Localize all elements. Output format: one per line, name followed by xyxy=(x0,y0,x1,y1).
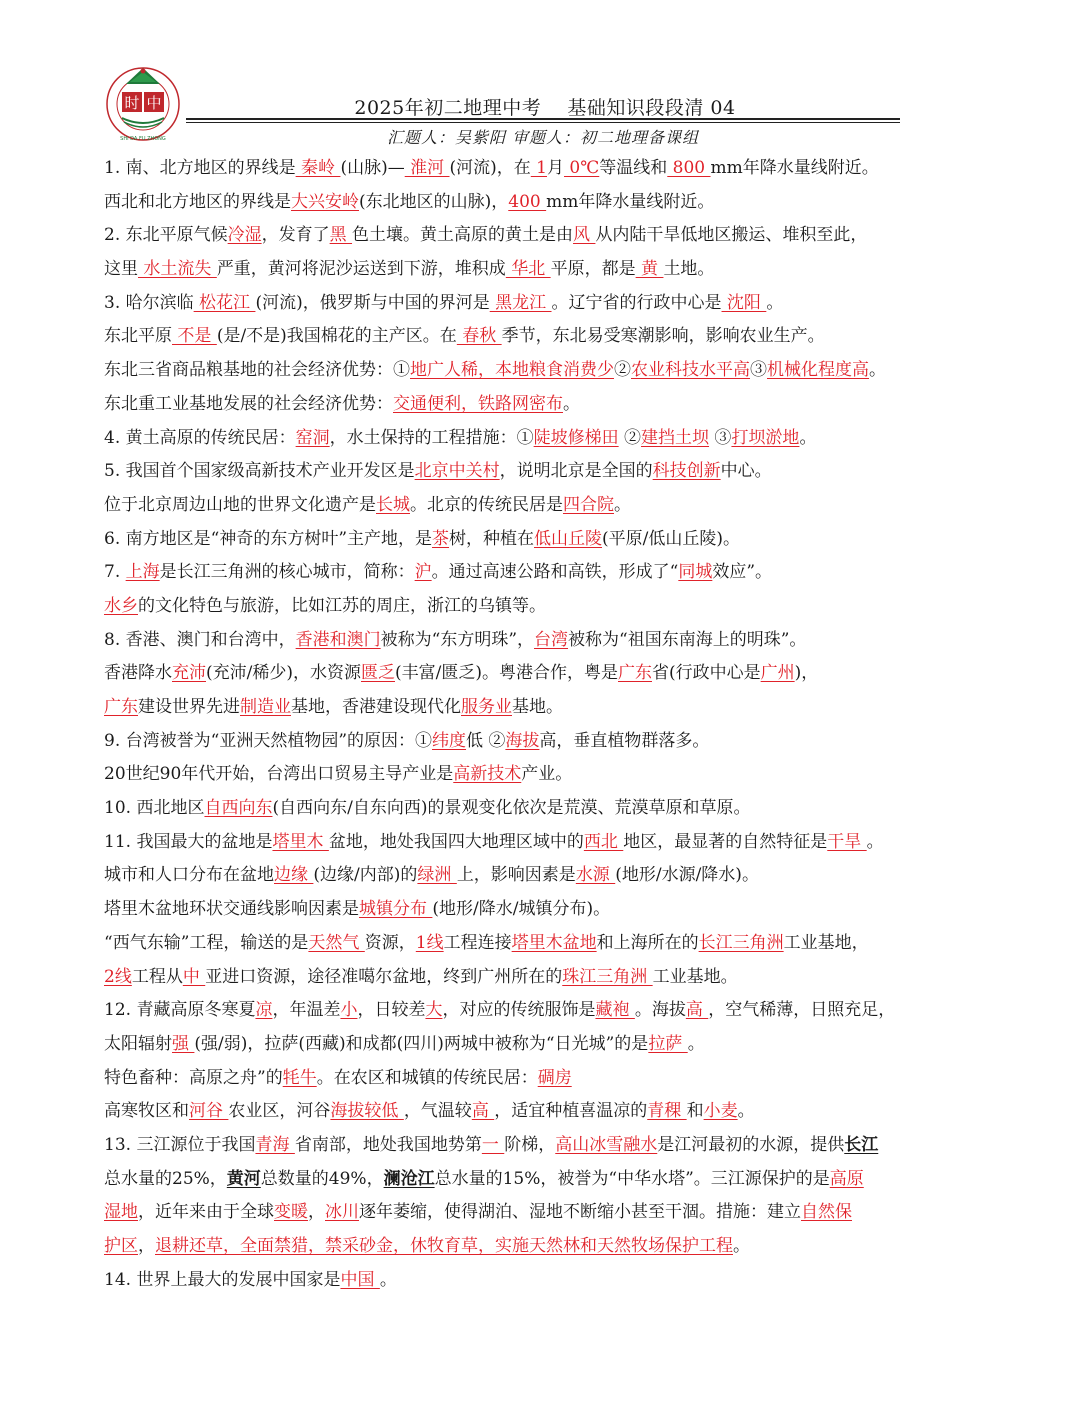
text-line xyxy=(104,219,984,253)
body-text: ，适宜种植喜温凉的 xyxy=(494,1101,648,1122)
text-line xyxy=(104,1028,984,1062)
body-text: 亚进口资源，途径准噶尔盆地，终到广州所在的 xyxy=(205,966,563,987)
body-text: 工业基地。 xyxy=(652,966,738,987)
answer-text: 强 xyxy=(172,1033,195,1054)
page-title: 2025年初二地理中考 基础知识段段清 04 xyxy=(354,97,736,119)
answer-text: 藏袍 xyxy=(595,1000,635,1021)
answer-text: 长江三角洲 xyxy=(698,932,784,953)
body-text: (是/不是)我国棉花的主产区。在 xyxy=(216,326,457,347)
body-text: 西北和北方地区的界线是 xyxy=(104,191,291,212)
body-text: 。通过高速公路和高铁，形成了“ xyxy=(431,562,679,583)
body-text: 严重，黄河将泥沙运送到下游，堆积成 xyxy=(216,259,506,280)
text-line xyxy=(104,657,984,691)
body-text: 2. 东北平原气候 xyxy=(104,225,228,246)
text-line xyxy=(104,859,984,893)
body-text: 是长江三角洲的核心城市，简称： xyxy=(159,562,415,583)
answer-text: 打坝淤地 xyxy=(731,427,800,448)
body-text: ② xyxy=(614,360,631,381)
body-text: 和上海所在的 xyxy=(596,932,699,953)
answer-text: 充沛 xyxy=(172,663,206,684)
text-line xyxy=(104,253,984,287)
answer-text: 青海 xyxy=(255,1134,295,1155)
body-text: 省(行政中心是 xyxy=(652,663,761,684)
body-text: mm年降水量线附近。 xyxy=(546,191,715,212)
answer-text: 珠江三角洲 xyxy=(562,966,653,987)
answer-text: 护区 xyxy=(104,1236,138,1256)
answer-text: 塔里木 xyxy=(272,831,329,852)
body-text: ， xyxy=(138,1236,155,1256)
body-text: 季节，东北易受寒潮影响，影响农业生产。 xyxy=(501,326,825,347)
answer-text: 拉萨 xyxy=(648,1033,688,1054)
answer-text: 水乡 xyxy=(104,595,138,616)
answer-text: 800 xyxy=(667,158,711,178)
body-text: ，水土保持的工程措施：① xyxy=(329,427,534,448)
body-text: (山脉)— xyxy=(340,158,405,178)
body-text: 工程从 xyxy=(131,966,183,987)
text-line xyxy=(104,1129,984,1163)
body-text: 盆地，地处我国四大地理区域中的 xyxy=(328,831,584,852)
body-text: 14. 世界上最大的发展中国家是 xyxy=(104,1269,341,1290)
answer-text: 凉 xyxy=(255,1000,273,1021)
text-line xyxy=(104,758,984,792)
answer-text: 1 xyxy=(530,158,548,178)
answer-text: 地广人稀，本地粮食消费少 xyxy=(410,360,614,381)
body-text: 和 xyxy=(686,1101,704,1122)
body-text: 色土壤。黄土高原的黄土是由 xyxy=(352,225,574,246)
answer-text: 黄 xyxy=(635,259,664,280)
body-text: 总数量的49%， xyxy=(260,1168,384,1189)
answer-text: 大兴安岭 xyxy=(291,191,359,212)
text-line xyxy=(104,1062,984,1096)
text-line xyxy=(104,826,984,860)
answer-text: 高山冰雪融水 xyxy=(555,1134,658,1155)
body-text: 10. 西北地区 xyxy=(104,798,205,819)
body-text: mm年降水量线附近。 xyxy=(710,158,879,178)
text-line xyxy=(104,152,984,186)
body-text: 这里 xyxy=(104,259,138,280)
text-line xyxy=(104,422,984,456)
answer-text: 400 xyxy=(508,191,547,212)
text-line xyxy=(104,556,984,590)
answer-text: 香港和澳门 xyxy=(295,629,381,650)
answer-text: 西北 xyxy=(583,831,624,852)
body-text: 被称为“东方明珠”， xyxy=(380,629,535,650)
body-text: 土地。 xyxy=(663,259,715,280)
answer-text: 黑龙江 xyxy=(489,292,552,313)
body-text: (丰富/匮乏)。粤港合作，粤是 xyxy=(395,663,618,684)
text-line xyxy=(104,994,984,1028)
header-rule-thin xyxy=(186,122,900,123)
body-text: 逐年萎缩，使得湖泊、湿地不断缩小甚至干涸。措施：建立 xyxy=(359,1202,801,1223)
answer-text: 风 xyxy=(573,225,596,246)
answer-text: 退耕还草，全面禁猎，禁采砂金，休牧育草，实施天然林和天然牧场保护工程 xyxy=(155,1236,733,1256)
text-line xyxy=(104,1196,984,1230)
body-text: 12. 青藏高原冬寒夏 xyxy=(104,1000,256,1021)
text-line xyxy=(104,388,984,422)
body-text: 1. 南、北方地区的界线是 xyxy=(104,158,296,178)
text-line xyxy=(104,287,984,321)
body-text: 。 xyxy=(737,1101,755,1122)
body-text: 。 xyxy=(869,360,886,381)
body-text: 阶梯， xyxy=(504,1134,556,1155)
body-text: (河流)，俄罗斯与中国的界河是 xyxy=(255,292,490,313)
body-text: 从内陆干旱低地区搬运、堆积至此， xyxy=(595,225,868,246)
text-line xyxy=(104,455,984,489)
body-text: 地区，最显著的自然特征是 xyxy=(623,831,828,852)
body-text: )， xyxy=(794,663,819,684)
body-text: 7. xyxy=(104,562,126,583)
body-text: 高寒牧区和 xyxy=(104,1101,189,1122)
body-text: (充沛/稀少)，水资源 xyxy=(206,663,361,684)
body-text: (平原/低山丘陵)。 xyxy=(602,528,741,549)
body-text: 资源， xyxy=(364,932,416,953)
body-text: 东北重工业基地发展的社会经济优势： xyxy=(104,393,393,414)
answer-text: 北京中关村 xyxy=(414,461,500,482)
text-line xyxy=(104,320,984,354)
answer-text: 春秋 xyxy=(456,326,502,347)
body-text: ，气温较 xyxy=(403,1101,472,1122)
body-text: ③ xyxy=(709,427,732,448)
body-text: “西气东输”工程，输送的是 xyxy=(104,932,309,953)
school-logo xyxy=(104,62,182,142)
body-text: 。辽宁省的行政中心是 xyxy=(551,292,722,313)
author-line: 汇题人：吴紫阳 审题人：初二地理备课组 xyxy=(386,128,700,147)
emphasis-text: 黄河 xyxy=(226,1168,261,1189)
answer-text: 广东 xyxy=(104,697,138,717)
answer-text: 纬度 xyxy=(432,730,467,751)
body-text: 月 xyxy=(547,158,565,178)
answer-text: 中国 xyxy=(340,1269,380,1290)
text-line xyxy=(104,1230,984,1264)
answer-text: 沪 xyxy=(414,562,432,583)
body-text: 香港降水 xyxy=(104,663,172,684)
answer-text: 城镇分布 xyxy=(359,899,433,920)
answer-text: 黑 xyxy=(329,225,353,246)
body-text: (地形/水源/降水)。 xyxy=(615,865,759,886)
body-text: ，发育了 xyxy=(261,225,330,246)
body-text: 农业区，河谷 xyxy=(228,1101,331,1122)
body-text: ， xyxy=(308,1202,325,1223)
svg-text:SHI DA FU ZHONG: SHI DA FU ZHONG xyxy=(120,136,166,142)
answer-text: 1线 xyxy=(415,932,444,953)
text-line xyxy=(104,624,984,658)
answer-text: 长城 xyxy=(376,494,410,515)
body-text: 产业。 xyxy=(521,764,573,785)
answer-text: 台湾 xyxy=(534,629,569,650)
body-text: 。 xyxy=(379,1269,397,1290)
answer-text: 湿地 xyxy=(104,1202,138,1223)
text-line xyxy=(104,893,984,927)
text-line xyxy=(104,186,984,220)
body-text: ③ xyxy=(750,360,767,381)
body-text: (自西向东/自东向西)的景观变化依次是荒漠、荒漠草原和草原。 xyxy=(272,798,751,819)
body-text: 太阳辐射 xyxy=(104,1033,172,1054)
answer-text: 松花江 xyxy=(193,292,256,313)
text-line xyxy=(104,1163,984,1197)
answer-text: 自西向东 xyxy=(204,798,273,819)
answer-text: 海拔较低 xyxy=(330,1101,404,1122)
body-text: 工程连接 xyxy=(443,932,512,953)
body-text: 9. 台湾被誉为“亚洲天然植物园”的原因：① xyxy=(104,730,433,751)
body-text: ，对应的传统服饰是 xyxy=(442,1000,596,1021)
answer-text: 干旱 xyxy=(827,831,867,852)
body-text: 树，种植在 xyxy=(449,528,535,549)
answer-text: 水源 xyxy=(575,865,616,886)
body-text: 。 xyxy=(563,393,580,414)
body-text: ，近年来由于全球 xyxy=(138,1202,274,1223)
answer-text: 广州 xyxy=(760,663,795,684)
answer-text: 冰川 xyxy=(325,1202,359,1223)
answer-text: 水土流失 xyxy=(138,259,217,280)
answer-text: 高 xyxy=(471,1101,495,1122)
body-text: (河流)，在 xyxy=(449,158,531,178)
answer-text: 华北 xyxy=(505,259,551,280)
answer-text: 变暖 xyxy=(274,1202,308,1223)
body-text: ，日较差 xyxy=(357,1000,426,1021)
answer-text: 建挡土坝 xyxy=(641,427,710,448)
text-line xyxy=(104,792,984,826)
answer-text: 广东 xyxy=(618,663,652,684)
body-text: 东北三省商品粮基地的社会经济优势：① xyxy=(104,360,410,381)
answer-text: 科技创新 xyxy=(652,461,721,482)
body-text: ② xyxy=(618,427,642,448)
emphasis-text: 澜沧江 xyxy=(383,1168,435,1189)
body-text: (地形/降水/城镇分布)。 xyxy=(432,899,611,920)
body-text: 4. 黄土高原的传统民居： xyxy=(104,427,296,448)
answer-text: 四合院 xyxy=(563,494,614,515)
body-text: 省南部，地处我国地势第 xyxy=(294,1134,482,1155)
body-text: 。 xyxy=(866,831,884,852)
answer-text: 天然气 xyxy=(308,932,365,953)
body-text: 。 xyxy=(687,1033,705,1054)
text-line xyxy=(104,691,984,725)
body-text: 被称为“祖国东南海上的明珠”。 xyxy=(568,629,807,650)
answer-text: 秦岭 xyxy=(295,158,341,178)
emphasis-text: 长江 xyxy=(844,1134,879,1155)
answer-text: 碉房 xyxy=(537,1067,572,1088)
answer-text: 塔里木盆地 xyxy=(511,932,597,953)
body-text: 8. 香港、澳门和台湾中， xyxy=(104,629,296,650)
body-text: 6. 南方地区是“神奇的东方树叶”主产地，是 xyxy=(104,528,433,549)
body-text: ，说明北京是全国的 xyxy=(499,461,653,482)
body-text: 中心。 xyxy=(720,461,772,482)
answer-text: 高 xyxy=(685,1000,709,1021)
answer-text: 高原 xyxy=(829,1168,864,1189)
answer-text: 服务业 xyxy=(461,697,512,717)
answer-text: 中 xyxy=(182,966,206,987)
body-text: (边缘/内部)的 xyxy=(313,865,418,886)
body-text: 20世纪90年代开始，台湾出口贸易主导产业是 xyxy=(104,764,454,785)
text-line xyxy=(104,590,984,624)
question-list xyxy=(104,152,984,1297)
header-rule xyxy=(186,118,900,120)
answer-text: 牦牛 xyxy=(282,1067,317,1088)
text-line xyxy=(104,354,984,388)
body-text: 基地。 xyxy=(512,697,563,717)
answer-text: 上海 xyxy=(125,562,160,583)
body-text: 东北平原 xyxy=(104,326,172,347)
body-text: 平原，都是 xyxy=(550,259,636,280)
body-text: 。 xyxy=(733,1236,750,1256)
text-line xyxy=(104,961,984,995)
body-text: 13. 三江源位于我国 xyxy=(104,1134,256,1155)
body-text: ，年温差 xyxy=(272,1000,341,1021)
body-text: (东北地区的山脉)， xyxy=(359,191,509,212)
body-text: 。 xyxy=(766,292,784,313)
body-text: 城市和人口分布在盆地 xyxy=(104,865,274,886)
body-text: 总水量的25%， xyxy=(104,1168,227,1189)
text-line xyxy=(104,489,984,523)
body-text: 特色畜种：高原之舟”的 xyxy=(104,1067,283,1088)
body-text: 11. 我国最大的盆地是 xyxy=(104,831,273,852)
body-text: 工业基地， xyxy=(783,932,869,953)
answer-text: 小 xyxy=(340,1000,358,1021)
answer-text: 大 xyxy=(425,1000,443,1021)
answer-text: 机械化程度高 xyxy=(767,360,869,381)
answer-text: 不是 xyxy=(172,326,217,347)
body-text: 等温线和 xyxy=(599,158,668,178)
svg-text:时: 时 xyxy=(124,94,140,112)
answer-text: 冷湿 xyxy=(227,225,262,246)
answer-text: 匮乏 xyxy=(361,663,395,684)
body-text: 高，垂直植物群落多。 xyxy=(539,730,710,751)
answer-text: 青稞 xyxy=(647,1101,687,1122)
answer-text: 高新技术 xyxy=(453,764,522,785)
body-text: 效应”。 xyxy=(712,562,773,583)
svg-text:中: 中 xyxy=(146,94,162,112)
answer-text: 窑洞 xyxy=(295,427,330,448)
body-text: 上，影响因素是 xyxy=(456,865,576,886)
answer-text: 同城 xyxy=(678,562,713,583)
body-text: 。北京的传统民居是 xyxy=(410,494,563,515)
body-text: 的文化特色与旅游，比如江苏的周庄，浙江的乌镇等。 xyxy=(138,595,546,616)
answer-text: 绿洲 xyxy=(417,865,457,886)
answer-text: 0℃ xyxy=(564,158,600,178)
answer-text: 河谷 xyxy=(189,1101,229,1122)
answer-text: 茶 xyxy=(432,528,450,549)
text-line xyxy=(104,523,984,557)
body-text: 。 xyxy=(799,427,817,448)
text-line xyxy=(104,927,984,961)
body-text: 。海拔 xyxy=(634,1000,686,1021)
answer-text: 交通便利，铁路网密布 xyxy=(393,393,563,414)
text-line xyxy=(104,1264,984,1298)
body-text: 总水量的15%，被誉为“中华水塔”。三江源保护的是 xyxy=(434,1168,830,1189)
answer-text: 海拔 xyxy=(505,730,540,751)
body-text: ，空气稀薄，日照充足， xyxy=(708,1000,896,1021)
body-text: 5. 我国首个国家级高新技术产业开发区是 xyxy=(104,461,415,482)
body-text: (强/弱)，拉萨(西藏)和成都(四川)两城中被称为“日光城”的是 xyxy=(194,1033,649,1054)
answer-text: 低山丘陵 xyxy=(534,528,603,549)
answer-text: 沈阳 xyxy=(721,292,767,313)
body-text: 位于北京周边山地的世界文化遗产是 xyxy=(104,494,376,515)
body-text: 。在农区和城镇的传统民居： xyxy=(316,1067,538,1088)
body-text: 建设世界先进 xyxy=(138,697,240,717)
body-text: 。 xyxy=(614,494,631,515)
answer-text: 小麦 xyxy=(703,1101,738,1122)
answer-text: 边缘 xyxy=(274,865,314,886)
text-line xyxy=(104,725,984,759)
answer-text: 淮河 xyxy=(404,158,450,178)
body-text: 3. 哈尔滨临 xyxy=(104,292,194,313)
answer-text: 农业科技水平高 xyxy=(631,360,750,381)
answer-text: 制造业 xyxy=(240,697,291,717)
answer-text: 一 xyxy=(481,1134,505,1155)
text-line xyxy=(104,1095,984,1129)
answer-text: 自然保 xyxy=(801,1202,852,1223)
body-text: 基地，香港建设现代化 xyxy=(291,697,461,717)
body-text: 塔里木盆地环状交通线影响因素是 xyxy=(104,899,359,920)
answer-text: 2线 xyxy=(104,966,132,987)
body-text: 低 ② xyxy=(466,730,506,751)
body-text: 是江河最初的水源，提供 xyxy=(657,1134,845,1155)
answer-text: 陡坡修梯田 xyxy=(533,427,619,448)
